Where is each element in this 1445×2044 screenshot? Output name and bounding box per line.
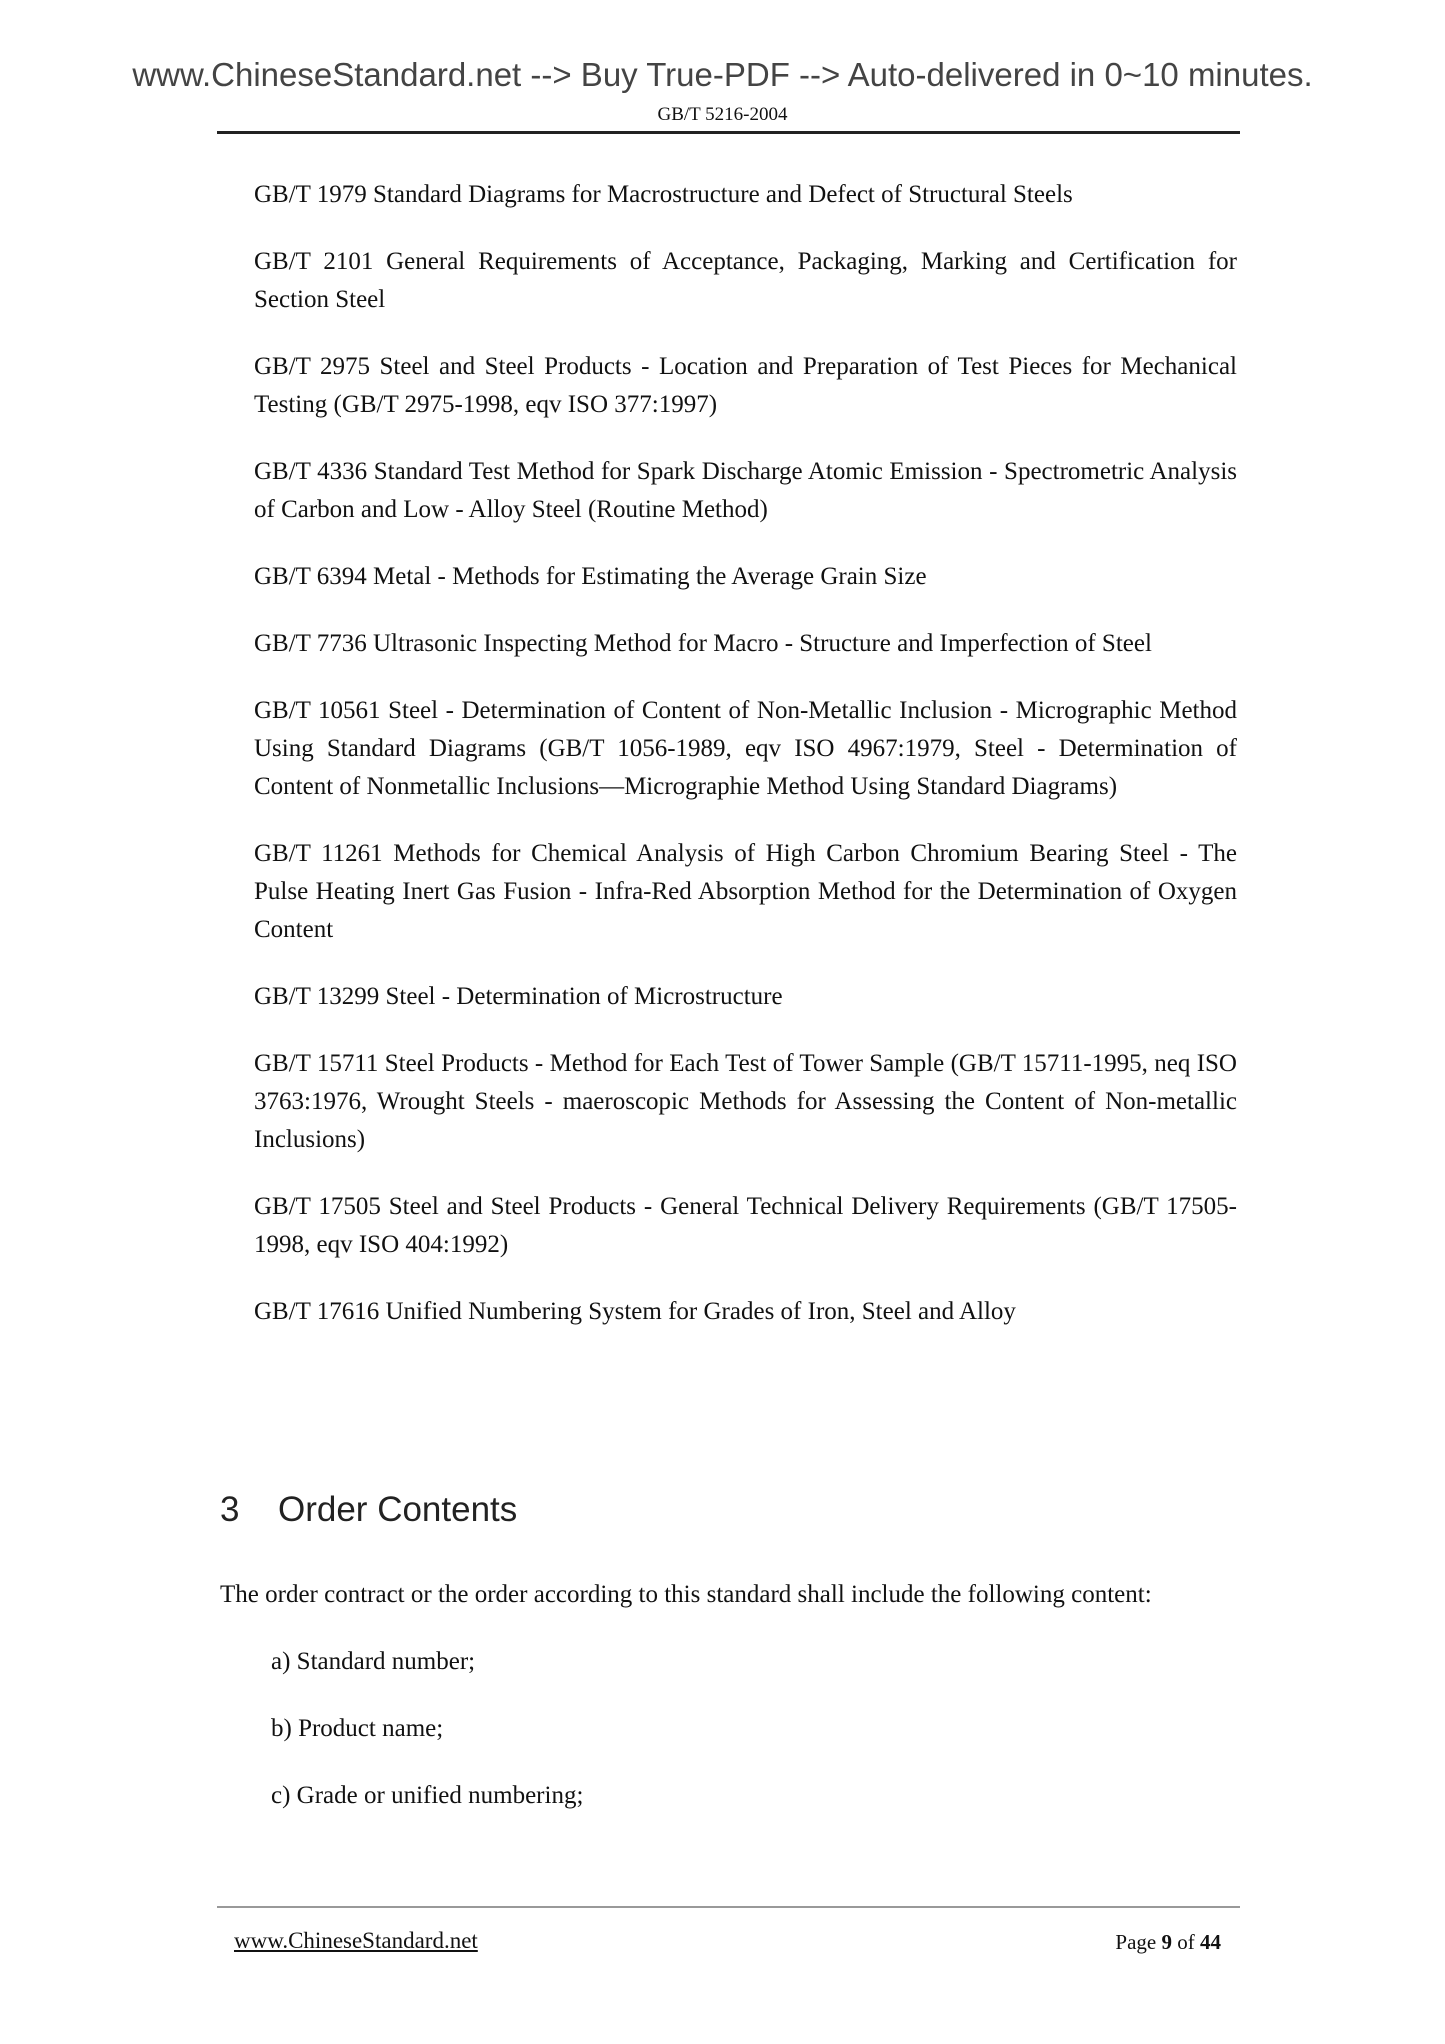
reference-item: GB/T 4336 Standard Test Method for Spark Discharge Atomic Emission - Spectrometric Analysis of Carbon and Low - Alloy Steel (Routine Method) xyxy=(254,458,1237,523)
reference-item: GB/T 2101 General Requirements of Acceptance, Packaging, Marking and Certification for Section Steel xyxy=(254,248,1237,313)
footer-website-link[interactable]: www.ChineseStandard.net xyxy=(234,1928,478,1953)
list-item: b) Product name; xyxy=(271,1715,444,1742)
section-intro: The order contract or the order according to this standard shall include the following content: xyxy=(220,1581,1152,1608)
reference-item: GB/T 11261 Methods for Chemical Analysis of High Carbon Chromium Bearing Steel - The Pulse Heating Inert Gas Fusion - Infra-Red Absorption Method for the Determination of Oxygen Content xyxy=(254,840,1237,943)
reference-item: GB/T 17505 Steel and Steel Products - General Technical Delivery Requirements (GB/T 17505-1998, eqv ISO 404:1992) xyxy=(254,1193,1237,1258)
reference-item: GB/T 10561 Steel - Determination of Content of Non-Metallic Inclusion - Micrographic Method Using Standard Diagrams (GB/T 1056-1989, eqv ISO 4967:1979, Steel - Determination of Content of Nonmetallic Inclusions—Micrographie Method Using Standard Diagrams) xyxy=(254,697,1237,800)
reference-item: GB/T 7736 Ultrasonic Inspecting Method for Macro - Structure and Imperfection of Steel xyxy=(254,630,1152,657)
reference-item: GB/T 2975 Steel and Steel Products - Location and Preparation of Test Pieces for Mechanical Testing (GB/T 2975-1998, eqv ISO 377:1997) xyxy=(254,353,1237,418)
reference-item: GB/T 17616 Unified Numbering System for Grades of Iron, Steel and Alloy xyxy=(254,1298,1016,1325)
page-number xyxy=(1115,1930,1221,1955)
reference-item: GB/T 1979 Standard Diagrams for Macrostructure and Defect of Structural Steels xyxy=(254,181,1073,208)
section-heading xyxy=(220,1490,517,1530)
section-title: Order Contents xyxy=(278,1490,518,1529)
header-divider xyxy=(217,131,1240,134)
normative-references xyxy=(254,176,1237,1360)
reference-item: GB/T 6394 Metal - Methods for Estimating the Average Grain Size xyxy=(254,563,927,590)
list-item: a) Standard number; xyxy=(271,1648,476,1675)
page-label: Page xyxy=(1115,1930,1157,1954)
section-number: 3 xyxy=(220,1490,240,1529)
reference-item: GB/T 13299 Steel - Determination of Microstructure xyxy=(254,983,783,1010)
current-page: 9 xyxy=(1161,1930,1172,1954)
reference-item: GB/T 15711 Steel Products - Method for Each Test of Tower Sample (GB/T 15711-1995, neq ISO 3763:1976, Wrought Steels - maeroscopic Methods for Assessing the Content of Non-metallic Inclusions) xyxy=(254,1050,1237,1153)
footer-divider xyxy=(217,1906,1240,1908)
list-item: c) Grade or unified numbering; xyxy=(271,1782,584,1809)
total-pages: 44 xyxy=(1200,1930,1221,1954)
page-of-label: of xyxy=(1177,1930,1195,1954)
header-banner: www.ChineseStandard.net --> Buy True-PDF --> Auto-delivered in 0~10 minutes. xyxy=(132,56,1313,93)
document-id: GB/T 5216-2004 xyxy=(657,104,788,125)
